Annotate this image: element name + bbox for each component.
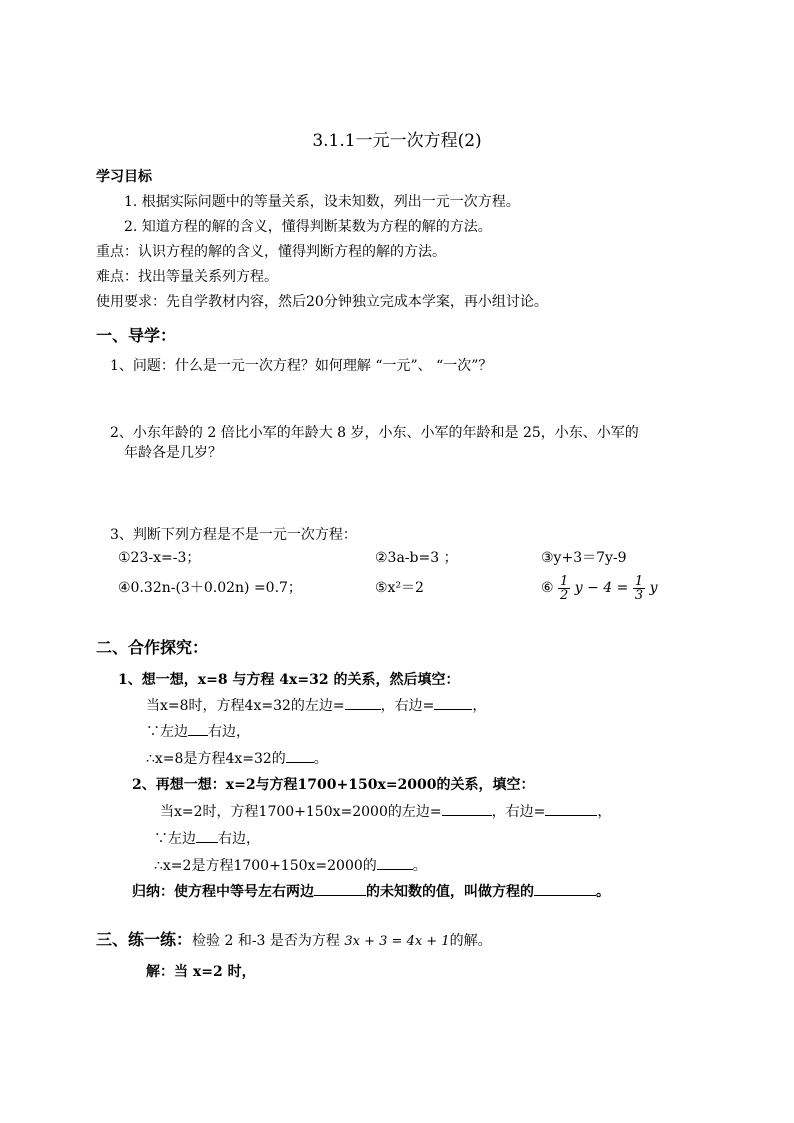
blank-field[interactable] bbox=[196, 828, 218, 843]
fraction-numerator: 1 bbox=[560, 573, 569, 589]
check-equation: 3x + 3 = 4x + 1 bbox=[344, 934, 450, 949]
section1-heading: 一、导学： bbox=[96, 326, 177, 345]
summary bbox=[132, 881, 610, 902]
blank-field[interactable] bbox=[442, 801, 492, 816]
equation-5: ⑤x²＝2 bbox=[375, 580, 424, 596]
think-1: 1、想一想，x=8 与方程 4x=32 的关系，然后填空： bbox=[118, 672, 460, 688]
blank-field[interactable] bbox=[434, 695, 472, 710]
blank-field[interactable] bbox=[345, 695, 381, 710]
question-1: 1、问题：什么是一元一次方程？如何理解 “一元”、 “一次”？ bbox=[110, 358, 493, 374]
key-point: 重点：认识方程的解的含义，懂得判断方程的解的方法。 bbox=[96, 244, 446, 260]
equation-1: ①23-x=-3； bbox=[118, 550, 201, 566]
fraction-one-third bbox=[633, 575, 645, 602]
section3-text-2: 的解。 bbox=[449, 933, 492, 949]
think-1-line-a bbox=[146, 695, 486, 716]
think-2-line-c bbox=[154, 855, 427, 876]
think-1-line-b bbox=[146, 721, 250, 742]
equation-3: ③y+3＝7y-9 bbox=[541, 550, 627, 566]
section2-heading: 二、合作探究： bbox=[96, 638, 209, 657]
punctuation: 。 bbox=[412, 858, 427, 874]
blank-field[interactable] bbox=[545, 801, 597, 816]
blank-field[interactable] bbox=[188, 721, 208, 736]
page-title: 3.1.1一元一次方程(2) bbox=[312, 131, 482, 151]
fraction-denominator: 2 bbox=[560, 587, 569, 603]
think-1-left-label: 当x=8时，方程4x=32的左边= bbox=[146, 698, 345, 714]
equation-6-prefix: ⑥ bbox=[541, 580, 554, 596]
blank-field[interactable] bbox=[377, 855, 413, 870]
because-right-label: 右边， bbox=[218, 831, 260, 847]
equation-4: ④0.32n-(3＋0.02n) =0.7； bbox=[118, 580, 302, 596]
because-left-label: ∵左边 bbox=[146, 724, 188, 740]
fraction-one-half bbox=[558, 575, 570, 602]
answer-start: 解：当 x=2 时， bbox=[146, 964, 256, 980]
blank-field[interactable] bbox=[286, 748, 314, 763]
therefore-label: ∴x=8是方程4x=32的 bbox=[146, 751, 286, 767]
fraction-denominator: 3 bbox=[634, 587, 644, 603]
question-2-line1: 2、小东年龄的 2 倍比小军的年龄大 8 岁，小东、小军的年龄和是 25，小东、小军的 bbox=[110, 425, 639, 441]
equation-6-middle: y − 4 = bbox=[574, 580, 629, 596]
because-right-label: 右边， bbox=[208, 724, 250, 740]
objectives-heading: 学习目标 bbox=[96, 169, 152, 185]
section3-text-1: 检验 2 和-3 是否为方程 bbox=[192, 933, 340, 949]
think-2-line-a bbox=[160, 801, 611, 822]
think-2-left-label: 当x=2时，方程1700+150x=2000的左边= bbox=[160, 804, 442, 820]
blank-field[interactable] bbox=[534, 881, 596, 896]
think-1-line-c bbox=[146, 748, 328, 769]
think-1-right-label: ，右边= bbox=[380, 698, 435, 714]
blank-field[interactable] bbox=[314, 881, 366, 896]
summary-part-2: 的未知数的值，叫做方程的 bbox=[366, 884, 534, 900]
because-left-label: ∵左边 bbox=[154, 831, 196, 847]
summary-part-3: 。 bbox=[596, 884, 610, 900]
think-2-right-label: ，右边= bbox=[491, 804, 546, 820]
equation-6-tail: y bbox=[649, 580, 658, 596]
difficulty: 难点：找出等量关系列方程。 bbox=[96, 269, 278, 285]
punctuation: ， bbox=[597, 804, 612, 820]
think-2-line-b bbox=[154, 828, 260, 849]
question-3: 3、判断下列方程是不是一元一次方程： bbox=[110, 527, 357, 543]
equation-2: ②3a-b=3 ； bbox=[375, 550, 458, 566]
objective-item-2: 2. 知道方程的解的含义，懂得判断某数为方程的解的方法。 bbox=[124, 219, 492, 235]
fraction-numerator: 1 bbox=[634, 573, 644, 589]
think-2: 2、再想一想：x=2与方程1700+150x=2000的关系，填空： bbox=[132, 777, 535, 793]
question-2-line2: 年龄各是几岁？ bbox=[124, 445, 222, 461]
usage-requirement: 使用要求：先自学教材内容，然后20分钟独立完成本学案，再小组讨论。 bbox=[96, 294, 548, 310]
objective-item-1: 1. 根据实际问题中的等量关系，设未知数，列出一元一次方程。 bbox=[124, 194, 520, 210]
section3-line bbox=[96, 930, 492, 952]
summary-part-1: 归纳：使方程中等号左右两边 bbox=[132, 884, 314, 900]
equation-6 bbox=[541, 571, 658, 605]
punctuation: ， bbox=[472, 698, 487, 714]
punctuation: 。 bbox=[313, 751, 328, 767]
therefore-label: ∴x=2是方程1700+150x=2000的 bbox=[154, 858, 377, 874]
section3-heading: 三、练一练： bbox=[96, 930, 193, 949]
